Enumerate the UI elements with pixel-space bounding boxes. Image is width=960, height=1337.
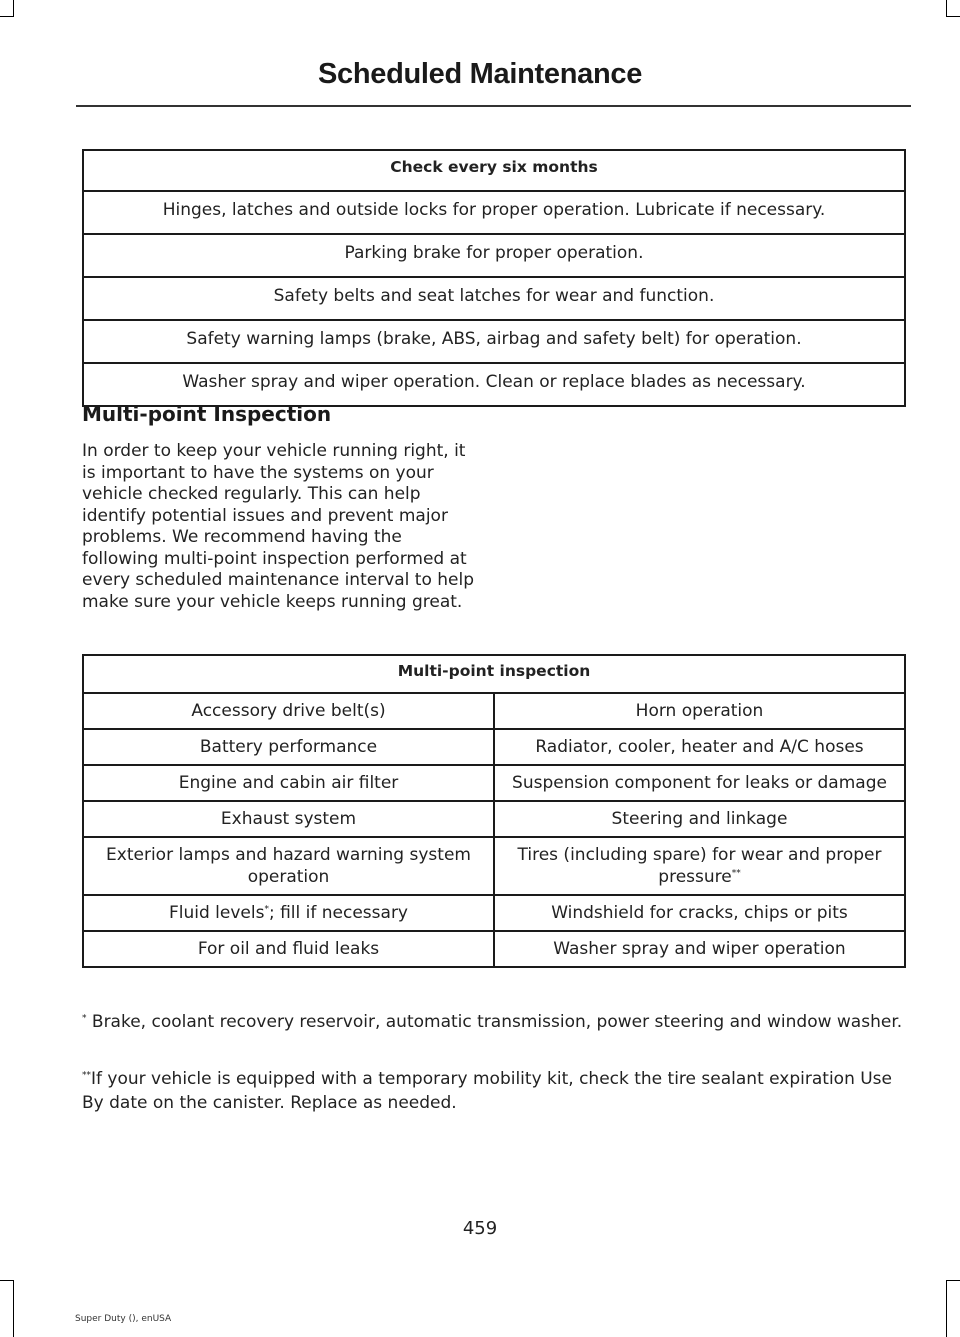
footnote-marker: * — [264, 904, 269, 915]
table-cell-left: Exterior lamps and hazard warning system operation — [83, 837, 494, 895]
table-cell-right: Steering and linkage — [494, 801, 905, 837]
crop-mark — [946, 16, 960, 17]
table-cell-left: Battery performance — [83, 729, 494, 765]
cell-text: Tires (including spare) for wear and proper pressure — [517, 845, 882, 887]
section-heading: Multi-point Inspection — [82, 402, 332, 426]
table-cell-right: Horn operation — [494, 693, 905, 729]
table-cell-left: For oil and fluid leaks — [83, 931, 494, 967]
table-header-row — [83, 655, 905, 693]
footnote-marker: ** — [731, 868, 741, 879]
table-cell-left: Engine and cabin air filter — [83, 765, 494, 801]
page-number: 459 — [462, 1218, 498, 1239]
crop-mark — [946, 1280, 947, 1337]
crop-mark — [946, 0, 947, 16]
table-cell-left: Exhaust system — [83, 801, 494, 837]
crop-mark — [13, 1280, 14, 1337]
crop-mark — [13, 0, 14, 16]
table-cell-right: Washer spray and wiper operation — [494, 931, 905, 967]
page-title: Scheduled Maintenance — [317, 58, 643, 90]
intro-paragraph: In order to keep your vehicle running right, it is important to have the systems on your vehicle checked regularly. This can help identify potential issues and prevent major problems. We recommend having the following multi-point inspection performed at every scheduled maintenance interval to help make sure your vehicle keeps running great. — [82, 441, 475, 612]
table-header-row — [83, 150, 905, 191]
footnote-marker: ** — [82, 1070, 91, 1081]
footnote — [82, 1067, 912, 1115]
table-header: Multi-point inspection — [83, 655, 905, 693]
table-row — [83, 363, 905, 406]
table-header: Check every six months — [83, 150, 905, 191]
crop-mark — [0, 1280, 14, 1281]
table-cell: Washer spray and wiper operation. Clean or replace blades as necessary. — [83, 363, 905, 406]
footnote-text: If your vehicle is equipped with a temporary mobility kit, check the tire sealant expiration Use By date on the canister. Replace as needed. — [82, 1069, 893, 1113]
cell-text: ; fill if necessary — [268, 903, 408, 923]
table-row — [83, 277, 905, 320]
table-row — [83, 320, 905, 363]
footer-text: Super Duty (), enUSA — [75, 1314, 172, 1324]
table-cell-left — [83, 895, 494, 931]
table-cell: Safety warning lamps (brake, ABS, airbag and safety belt) for operation. — [83, 320, 905, 363]
table-row — [83, 931, 905, 967]
table-row — [83, 191, 905, 234]
cell-text: Fluid levels — [168, 903, 265, 923]
footnote-marker: * — [82, 1013, 87, 1024]
table-row — [83, 895, 905, 931]
crop-mark — [0, 16, 14, 17]
header-rule — [76, 105, 911, 107]
crop-mark — [946, 1280, 960, 1281]
table-cell-right — [494, 837, 905, 895]
table-cell: Safety belts and seat latches for wear and function. — [83, 277, 905, 320]
footnote-text: Brake, coolant recovery reservoir, automatic transmission, power steering and window washer. — [86, 1012, 903, 1032]
table-row — [83, 729, 905, 765]
table-cell-right: Suspension component for leaks or damage — [494, 765, 905, 801]
table-row — [83, 801, 905, 837]
footnote — [82, 1010, 912, 1034]
table-cell-right: Windshield for cracks, chips or pits — [494, 895, 905, 931]
table-cell-right: Radiator, cooler, heater and A/C hoses — [494, 729, 905, 765]
inspection-table — [82, 654, 906, 968]
table-cell: Parking brake for proper operation. — [83, 234, 905, 277]
table-row — [83, 693, 905, 729]
table-cell: Hinges, latches and outside locks for proper operation. Lubricate if necessary. — [83, 191, 905, 234]
table-cell-left: Accessory drive belt(s) — [83, 693, 494, 729]
table-row — [83, 765, 905, 801]
table-row — [83, 837, 905, 895]
six-months-table — [82, 149, 906, 407]
table-row — [83, 234, 905, 277]
